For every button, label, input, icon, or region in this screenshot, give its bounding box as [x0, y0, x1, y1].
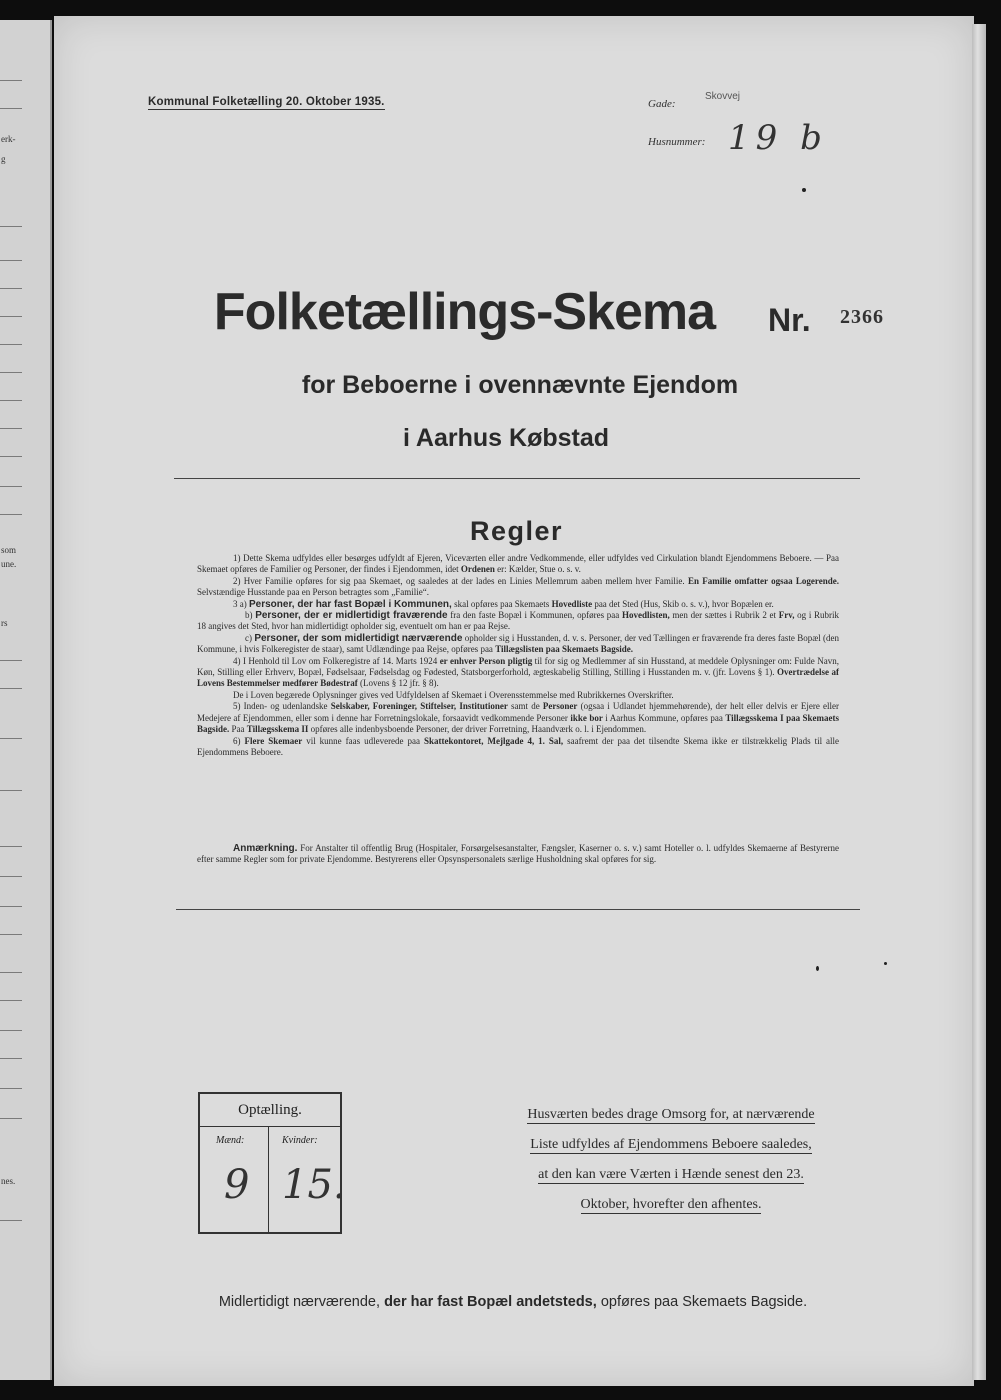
- remark-label: Anmærkning.: [233, 843, 298, 854]
- notice-line: [498, 1100, 844, 1130]
- count-title: Optælling.: [238, 1102, 302, 1118]
- notice-text: Husværten bedes drage Omsorg for, at nærværende: [527, 1107, 815, 1122]
- margin-rule: [0, 876, 22, 877]
- margin-rule: [0, 226, 22, 227]
- margin-rule: [0, 790, 22, 791]
- margin-rule: [0, 1118, 22, 1119]
- page-stack-edge: [972, 24, 986, 1380]
- margin-rule: [0, 738, 22, 739]
- divider: [174, 478, 860, 479]
- rule-text: vil kunne faas udleverede paa: [306, 735, 420, 746]
- rule-text: De i Loven begærede Oplysninger gives ved Udfyldelsen af Skemaet i Overensstemmelse med Rubrikkernes Overskrifter.: [233, 689, 674, 700]
- margin-fragment: nes.: [1, 1176, 16, 1186]
- footer-text: opføres paa Skemaets Bagside.: [600, 1294, 808, 1310]
- rule-1: [197, 553, 839, 576]
- margin-rule: [0, 400, 22, 401]
- rule-2: [197, 576, 839, 599]
- rule-text: i Aarhus Kommune, opføres paa: [605, 712, 723, 723]
- rule-text: til for sig og Medlemmer af sin Husstand, at meddele Oplysninger om: Fulde Navn, Køn, Stilling eller Erhverv, Bopæl, Fødselsaar, Fødselsdag og Fødested, Statsborgerforhold, ægteskabelig Stilling, Stilling i Husstanden m. v. (jfr. Lovens § 1).: [197, 655, 839, 678]
- form-number-label: Nr.: [768, 302, 811, 338]
- margin-fragment: som: [1, 545, 17, 555]
- rule-emphasis: En Familie omfatter ogsaa Logerende.: [687, 575, 839, 586]
- margin-rule: [0, 688, 22, 689]
- rule-emphasis: Selskaber, Foreninger, Stiftelser, Institutioner: [330, 701, 508, 712]
- rule-emphasis: Personer: [542, 701, 578, 712]
- rule-emphasis: Personer, der er midlertidigt fraværende: [255, 610, 448, 622]
- rule-text: opføres alle indenbysboende Personer, der driver Forretning, Haandværk o. l. i Ejendommen.: [310, 724, 647, 735]
- margin-fragment: erk-: [1, 134, 16, 144]
- margin-fragment: rs: [1, 618, 8, 628]
- notice-text: Liste udfyldes af Ejendommens Beboere saaledes,: [530, 1137, 812, 1152]
- remark-paragraph: [197, 843, 839, 866]
- rule-text: (ogsaa i Udlandet hjemmehørende), der helt eller delvis er Ejere eller Medejere af Ejendommen, eller som i denne har Forretningslokale, forsaavidt vedkommende Personer: [197, 701, 840, 723]
- census-header: Kommunal Folketælling 20. Oktober 1935.: [148, 96, 385, 108]
- rule-emphasis: Overtrædelse af Lovens Bestemmelser medfører Bødestraf: [197, 667, 839, 689]
- margin-rule: [0, 1220, 22, 1221]
- rule-text: og i Rubrik 18 angives det Sted, hvor han midlertidigt opholder sig, eventuelt om han er paa Rejse.: [197, 610, 840, 632]
- margin-rule: [0, 660, 22, 661]
- rule-text: skal opføres paa Skemaets: [454, 598, 550, 609]
- rule-4: [197, 656, 839, 690]
- rule-text: opholder sig i Husstanden, d. v. s. Personer, der ved Tællingen er fraværende fra deres faste Bopæl (den Kommune, i hvis Folkeregister de staar), samt Udlændinge paa Rejse, opføres paa: [197, 632, 840, 655]
- margin-rule: [0, 1000, 22, 1001]
- ink-mark: [884, 962, 887, 965]
- notice-line: [498, 1160, 844, 1190]
- remark: [197, 843, 839, 866]
- margin-fragment: g: [1, 154, 6, 164]
- margin-rule: [0, 260, 22, 261]
- rules-heading: Regler: [469, 516, 564, 546]
- rule-emphasis: er enhver Person pligtig: [439, 655, 533, 666]
- rule-emphasis: Tillægsskema II: [246, 724, 309, 735]
- rule-text: (Lovens § 12 jfr. § 8).: [359, 678, 439, 689]
- rule-text: paa det Sted (Hus, Skib o. s. v.), hvor Bopælen er.: [594, 598, 774, 609]
- rule-text: b): [245, 610, 253, 621]
- margin-rule: [0, 344, 22, 345]
- rule-6: [197, 736, 839, 759]
- margin-fragment: une.: [1, 559, 17, 569]
- rule-text: 1) Dette Skema udfyldes eller besørges udfyldt af Ejeren, Viceværten eller andre Vedkommende, eller udfyldes ved Cirkulation blandt Ejendommens Beboere. — Paa Skemaet opføres de Familier og Personer, der findes i Ejendommen, idet: [197, 553, 839, 575]
- rule-text: Selvstændige Husstande paa en Person betragtes som „Familie“.: [197, 587, 429, 598]
- margin-rule: [0, 486, 22, 487]
- rule-text: saafremt der paa det tilsendte Skema ikke er tilstrækkelig Plads til alle Ejendommens Beboere.: [197, 735, 840, 757]
- rule-emphasis: Personer, der som midlertidigt nærværende: [254, 632, 463, 644]
- house-number-label: Husnummer:: [648, 136, 706, 148]
- rule-3b: [197, 610, 839, 633]
- rule-emphasis: Tillægslisten paa Skemaets Bagside.: [495, 644, 634, 655]
- form-title-text: Folketællings-Skema: [213, 283, 716, 341]
- rule-emphasis: Tillægsskema I paa Skemaets Bagside.: [197, 712, 840, 735]
- rule-text: Paa: [231, 724, 245, 735]
- rule-text: 3 a): [233, 598, 247, 609]
- women-count: 15.: [282, 1162, 346, 1208]
- ink-mark: [802, 188, 806, 192]
- margin-rule: [0, 972, 22, 973]
- rule-emphasis: Hovedlisten,: [621, 610, 670, 621]
- margin-rule: [0, 906, 22, 907]
- rule-3a: [197, 599, 839, 610]
- street-label: Gade:: [648, 98, 676, 110]
- rule-emphasis: ikke bor: [570, 712, 603, 723]
- rule-3c: [197, 633, 839, 656]
- house-number-value: 19 b: [728, 118, 828, 158]
- form-number-value: 2366: [840, 306, 884, 328]
- rule-text: fra den faste Bopæl i Kommunen, opføres paa: [450, 610, 620, 621]
- footer-note: [0, 1294, 1001, 1310]
- rules-text: [197, 553, 839, 758]
- rule-text: c): [245, 632, 252, 643]
- rule-emphasis: Personer, der har fast Bopæl i Kommunen,: [249, 598, 452, 610]
- left-page-edge: [0, 20, 52, 1380]
- rule-text: 4) I Henhold til Lov om Folkeregistre af 14. Marts 1924: [233, 655, 438, 666]
- rule-text: 6): [233, 735, 241, 746]
- women-label: Kvinder:: [282, 1135, 318, 1146]
- divider: [176, 909, 860, 910]
- rule-emphasis: Skattekontoret, Mejlgade 4, 1. Sal,: [423, 735, 564, 746]
- margin-rule: [0, 1058, 22, 1059]
- margin-rule: [0, 514, 22, 515]
- men-count: 9: [224, 1162, 250, 1208]
- notice-text: Oktober, hvorefter den afhentes.: [580, 1197, 762, 1212]
- margin-rule: [0, 1030, 22, 1031]
- remark-text: For Anstalter til offentlig Brug (Hospitaler, Forsørgelsesanstalter, Fængsler, Kaserner o. s. v.) samt Hoteller o. l. udfyldes Skemaerne af Bestyrerne efter samme Regler som for private Ejendomme. Bestyrerens eller Opsynspersonalets særlige Husholdning skal opføres for sig.: [197, 843, 839, 865]
- rule-4-note: [197, 690, 839, 701]
- rule-text: samt de: [511, 701, 540, 712]
- margin-rule: [0, 934, 22, 935]
- notice-line: [498, 1190, 844, 1220]
- count-divider: [268, 1126, 269, 1232]
- rule-text: 5) Inden- og udenlandske: [233, 701, 328, 712]
- margin-rule: [0, 846, 22, 847]
- rule-emphasis: Ordenen: [460, 564, 495, 575]
- street-value: Skovvej: [705, 91, 741, 102]
- rule-text: men der sættes i Rubrik 2 et: [672, 610, 777, 621]
- rule-5: [197, 701, 839, 735]
- form-subtitle: for Beboerne i ovennævnte Ejendom: [301, 371, 739, 399]
- margin-rule: [0, 80, 22, 81]
- count-divider: [200, 1126, 340, 1127]
- rule-text: 2) Hver Familie opføres for sig paa Skemaet, og saaledes at der lades en Linies Mellemrum aaben mellem hver Familie.: [233, 575, 685, 586]
- form-location: i Aarhus Købstad: [402, 424, 610, 452]
- men-label: Mænd:: [216, 1135, 245, 1146]
- landlord-notice: [498, 1100, 844, 1220]
- footer-text: Midlertidigt nærværende,: [218, 1294, 381, 1310]
- notice-line: [498, 1130, 844, 1160]
- footer-emphasis: der har fast Bopæl andetsteds,: [384, 1294, 597, 1310]
- margin-rule: [0, 108, 22, 109]
- margin-rule: [0, 1088, 22, 1089]
- ink-mark: [816, 966, 819, 971]
- rule-emphasis: Hovedliste: [551, 598, 593, 609]
- rule-emphasis: Frv,: [778, 610, 795, 621]
- margin-rule: [0, 456, 22, 457]
- notice-text: at den kan være Værten i Hænde senest den 23.: [538, 1167, 804, 1182]
- rule-emphasis: Flere Skemaer: [244, 735, 303, 746]
- count-box: [198, 1092, 346, 1234]
- rule-text: er: Kælder, Stue o. s. v.: [497, 564, 581, 575]
